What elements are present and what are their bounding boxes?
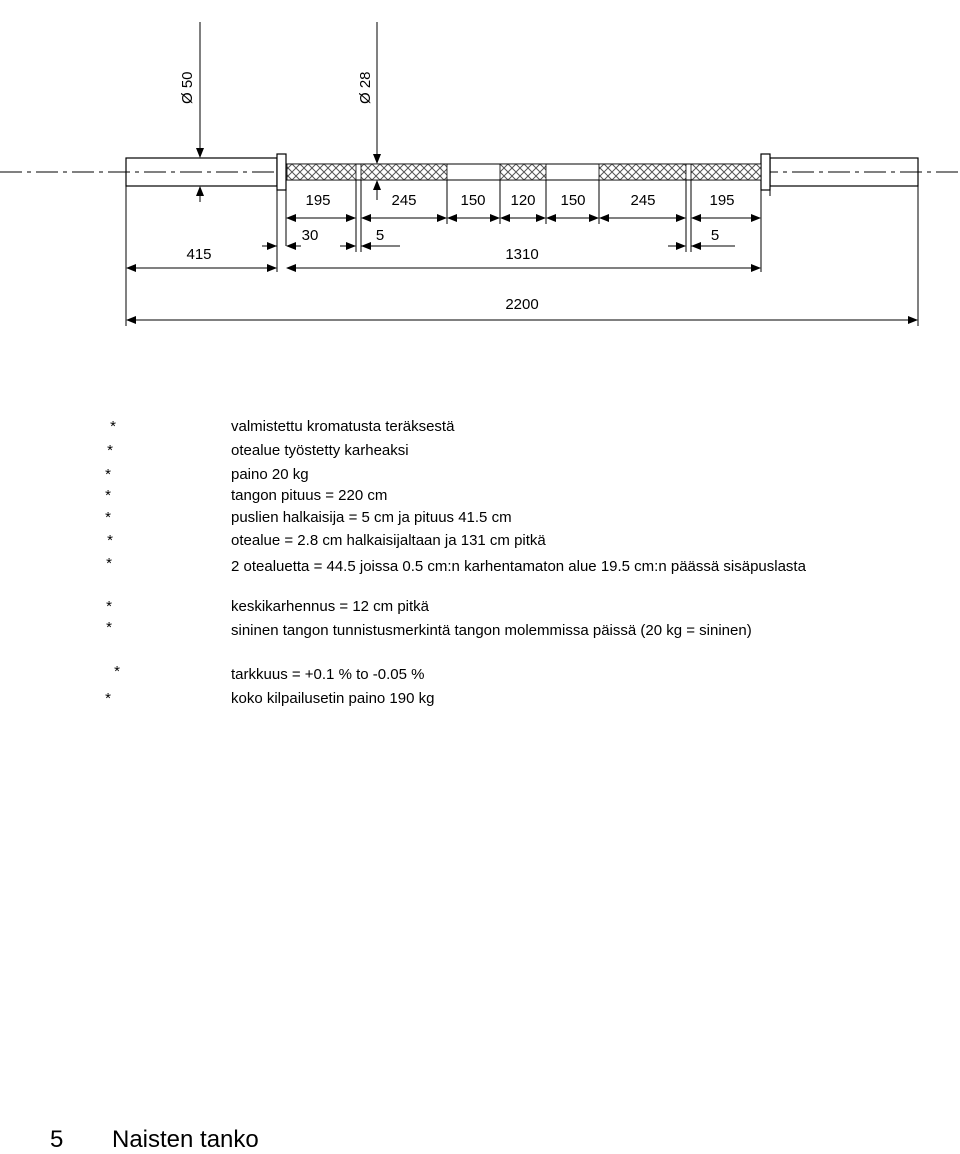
knurl-right-outer bbox=[691, 164, 761, 180]
dim-1310: 1310 bbox=[505, 246, 539, 263]
dim-245-left: 245 bbox=[391, 192, 417, 209]
bullet: * bbox=[106, 619, 112, 636]
dim-30: 30 bbox=[301, 227, 319, 244]
spec-text: tarkkuus = +0.1 % to -0.05 % bbox=[231, 666, 425, 683]
bullet: * bbox=[114, 663, 120, 680]
dim-245-right: 245 bbox=[630, 192, 656, 209]
section-heading bbox=[50, 1126, 259, 1154]
knurl-left-outer bbox=[287, 164, 356, 180]
dim-5-right: 5 bbox=[710, 227, 720, 244]
dim-415: 415 bbox=[186, 246, 212, 263]
dim-150-left: 150 bbox=[460, 192, 486, 209]
spec-text: otealue työstetty karheaksi bbox=[231, 442, 409, 459]
right-collar bbox=[761, 154, 770, 190]
diameter-outer-label: Ø 50 bbox=[179, 71, 196, 104]
bullet: * bbox=[106, 555, 112, 572]
bullet: * bbox=[105, 487, 111, 504]
dim-5-left: 5 bbox=[375, 227, 385, 244]
bullet: * bbox=[107, 532, 113, 549]
spec-text: puslien halkaisija = 5 cm ja pituus 41.5 cm bbox=[231, 509, 512, 526]
spec-text: tangon pituus = 220 cm bbox=[231, 487, 388, 504]
bullet: * bbox=[105, 466, 111, 483]
spec-text: sininen tangon tunnistusmerkintä tangon molemmissa päissä (20 kg = sininen) bbox=[231, 622, 752, 639]
bullet: * bbox=[105, 509, 111, 526]
spec-text: valmistettu kromatusta teräksestä bbox=[231, 418, 455, 435]
bullet: * bbox=[106, 598, 112, 615]
spec-text: koko kilpailusetin paino 190 kg bbox=[231, 690, 435, 707]
barbell-drawing bbox=[0, 0, 960, 340]
section-title: Naisten tanko bbox=[112, 1126, 259, 1153]
spec-text: otealue = 2.8 cm halkaisijaltaan ja 131 cm pitkä bbox=[231, 532, 546, 549]
dim-195-right: 195 bbox=[709, 192, 735, 209]
dim-195-left: 195 bbox=[305, 192, 331, 209]
bullet: * bbox=[105, 690, 111, 707]
spec-text: keskikarhennus = 12 cm pitkä bbox=[231, 598, 430, 615]
bullet: * bbox=[107, 442, 113, 459]
section-number: 5 bbox=[50, 1126, 64, 1153]
dim-120-center: 120 bbox=[510, 192, 536, 209]
spec-text: paino 20 kg bbox=[231, 466, 309, 483]
dim-2200: 2200 bbox=[505, 296, 539, 313]
diameter-inner-label: Ø 28 bbox=[357, 71, 374, 104]
bullet: * bbox=[110, 418, 116, 435]
knurl-center bbox=[500, 164, 546, 180]
dim-150-right: 150 bbox=[560, 192, 586, 209]
knurl-right-inner bbox=[599, 164, 686, 180]
left-collar bbox=[277, 154, 286, 190]
knurl-left-inner bbox=[361, 164, 447, 180]
spec-text: 2 otealuetta = 44.5 joissa 0.5 cm:n karhentamaton alue 19.5 cm:n päässä sisäpuslasta bbox=[231, 558, 806, 575]
